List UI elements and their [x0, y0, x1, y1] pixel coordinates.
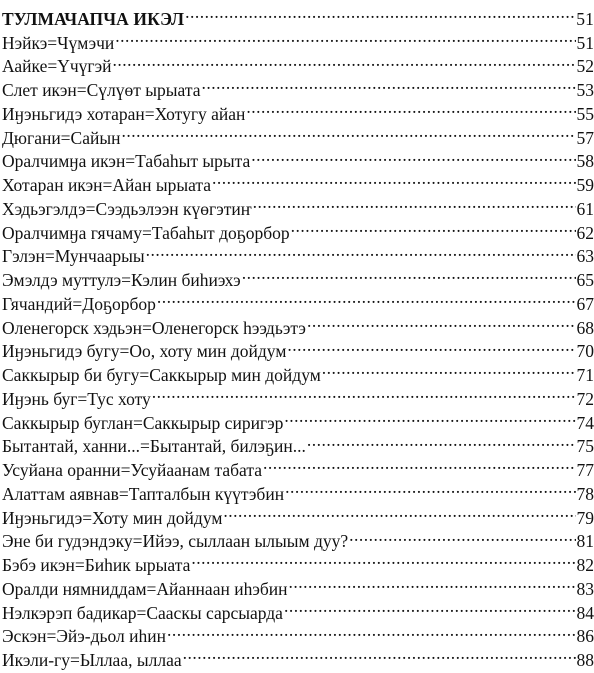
section-page-number: 51	[575, 8, 594, 32]
entry-page-number: 59	[576, 174, 594, 198]
entry-page-number: 63	[576, 245, 594, 269]
dot-leader	[251, 144, 575, 168]
entry-title: Иӈэньгидэ бугу=Оо, хоту мин дойдум	[2, 340, 287, 364]
dot-leader	[183, 642, 576, 666]
entry-page-number: 62	[576, 222, 594, 246]
entry-title: Гячандий=Доҕорбор	[2, 293, 157, 317]
entry-page-number: 67	[576, 293, 594, 317]
dot-leader	[146, 239, 576, 263]
dot-leader	[288, 571, 575, 595]
dot-leader	[191, 547, 575, 571]
dot-leader	[322, 357, 576, 381]
entry-page-number: 75	[576, 435, 594, 459]
dot-leader	[113, 49, 576, 73]
entry-page-number: 51	[576, 32, 594, 56]
entry-title: Оленегорск хэдьэн=Оленегорск һээдьэтэ	[2, 317, 307, 341]
entry-page-number: 83	[576, 578, 594, 602]
entry-page-number: 52	[576, 55, 594, 79]
entry-title: Алаттам аявнав=Тапталбын күүтэбин	[2, 483, 285, 507]
dot-leader	[253, 191, 576, 215]
entry-title: Бэбэ икэн=Биһик ырыата	[2, 554, 191, 578]
entry-page-number: 57	[576, 127, 594, 151]
entry-page-number: 82	[576, 554, 594, 578]
dot-leader	[201, 72, 575, 96]
entry-title: Слет икэн=Сүлүөт ырыата	[2, 79, 201, 103]
dot-leader	[287, 334, 575, 358]
entry-page-number: 86	[576, 625, 594, 649]
dot-leader	[157, 286, 576, 310]
entry-title: Саккырыр буглан=Саккырыр сиригэр	[2, 412, 284, 436]
dot-leader	[284, 595, 576, 619]
dot-leader	[349, 524, 575, 548]
entry-page-number: 88	[576, 649, 594, 673]
entry-title: Оралчимӈа гячаму=Табаһыт доҕорбор	[2, 222, 291, 246]
dot-leader	[246, 96, 575, 120]
entry-page-number: 79	[576, 507, 594, 531]
dot-leader	[307, 310, 576, 334]
entry-title: Иӈэньгидэ=Хоту мин дойдум	[2, 507, 223, 531]
entry-page-number: 53	[576, 79, 594, 103]
entry-title: Хотаран икэн=Айан ырыата	[2, 174, 212, 198]
entry-page-number: 55	[576, 103, 594, 127]
entry-page-number: 77	[576, 459, 594, 483]
entry-title: Бытантай, ханни...=Бытантай, билэҕин...	[2, 435, 307, 459]
dot-leader	[167, 619, 576, 643]
entry-title: Оралди нямниддам=Айаннаан иһэбин	[2, 578, 288, 602]
table-of-contents	[2, 1, 594, 666]
toc-entries	[2, 25, 594, 666]
entry-title: Гэлэн=Мунчаарыы	[2, 245, 146, 269]
entry-title: Оралчимӈа икэн=Табаһыт ырыта	[2, 150, 251, 174]
entry-title: Хэдьэгэлдэ=Сээдьэлээн күөгэтиҥ	[2, 198, 253, 222]
entry-title: Нэлкэрэп бадикар=Сааскы сарсыарда	[2, 602, 284, 626]
entry-title: Эне би гудэндэку=Ийээ, сыллаан ылыым дуу?	[2, 530, 349, 554]
entry-page-number: 81	[576, 530, 594, 554]
entry-page-number: 78	[576, 483, 594, 507]
entry-title: Усуйана оранни=Усуйаанам табата	[2, 459, 263, 483]
entry-page-number: 71	[576, 364, 594, 388]
entry-title: Аайке=Үчүгэй	[2, 55, 113, 79]
dot-leader	[115, 25, 575, 49]
entry-page-number: 68	[576, 317, 594, 341]
entry-title: Икэли-гу=Ыллаа, ыллаа	[2, 649, 183, 673]
entry-title: Эмэлдэ муттулэ=Кэлин биһиэхэ	[2, 269, 242, 293]
entry-title: Иӈэнь буг=Тус хоту	[2, 388, 152, 412]
entry-title: Дюгани=Сайын	[2, 127, 121, 151]
dot-leader	[285, 476, 575, 500]
dot-leader	[284, 405, 575, 429]
dot-leader	[263, 452, 576, 476]
dot-leader	[121, 120, 575, 144]
entry-page-number: 61	[576, 198, 594, 222]
entry-title: Саккырыр би бугу=Саккырыр мин дойдум	[2, 364, 322, 388]
entry-title: Нэйкэ=Чүмэчи	[2, 32, 115, 56]
dot-leader	[307, 429, 576, 453]
entry-page-number: 58	[576, 150, 594, 174]
dot-leader	[212, 167, 575, 191]
dot-leader	[291, 215, 576, 239]
entry-title: Эскэн=Эйэ-дьол иһин	[2, 625, 167, 649]
entry-page-number: 84	[576, 602, 594, 626]
entry-title: Иӈэньгидэ хотаран=Хотугу айан	[2, 103, 246, 127]
entry-page-number: 70	[576, 340, 594, 364]
section-heading-row	[2, 1, 594, 25]
section-heading: ТУЛМАЧАПЧА ИКЭЛ	[2, 8, 185, 32]
entry-page-number: 74	[576, 412, 594, 436]
dot-leader	[223, 500, 575, 524]
entry-page-number: 65	[576, 269, 594, 293]
dot-leader	[242, 262, 576, 286]
entry-page-number: 72	[576, 388, 594, 412]
dot-leader	[152, 381, 576, 405]
dot-leader	[185, 1, 575, 25]
